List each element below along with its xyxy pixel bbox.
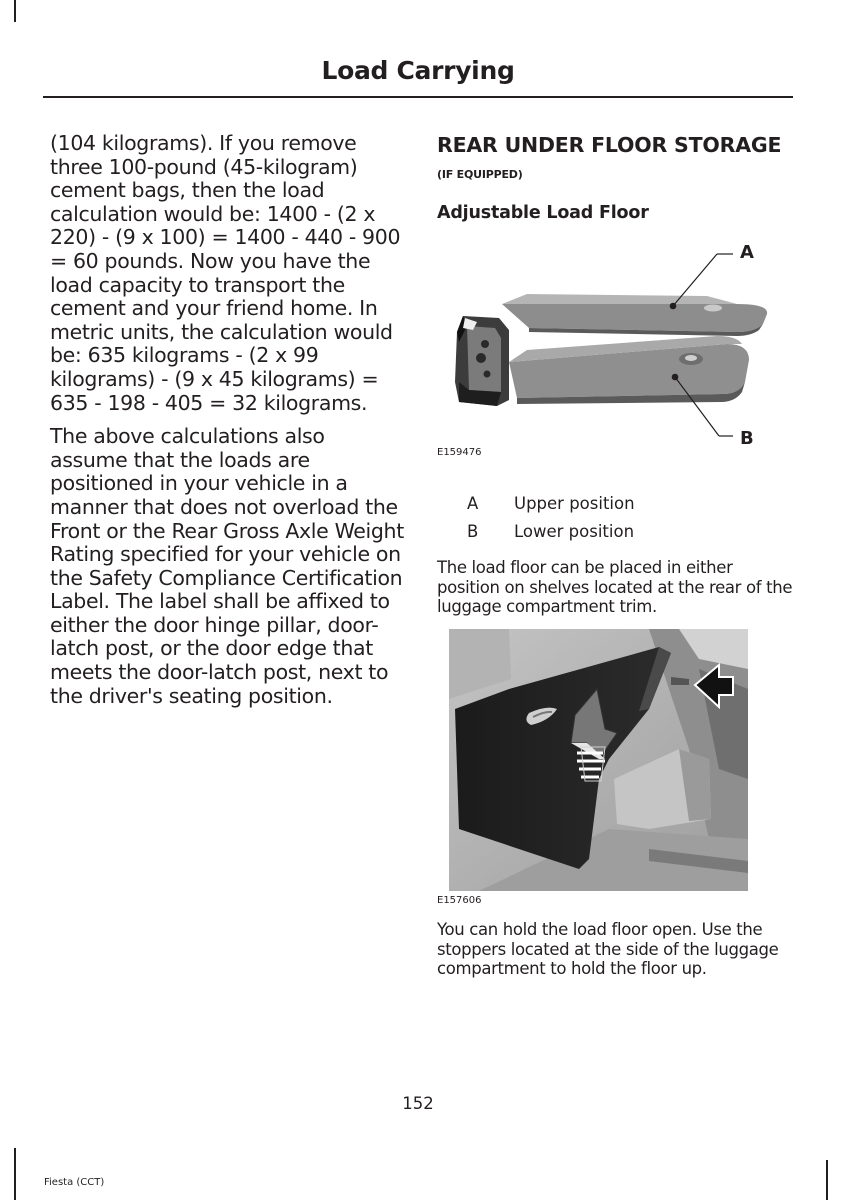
page-title: Load Carrying [321, 56, 515, 85]
footer-model-label: Fiesta (CCT) [44, 1177, 105, 1188]
crop-mark-bottom-right [826, 1160, 828, 1200]
crop-mark-bottom-left [14, 1148, 16, 1200]
header-rule [43, 96, 793, 98]
rear-trim-shelf [455, 316, 509, 406]
figure-code-1: E159476 [437, 447, 482, 458]
legend-row-a [467, 494, 635, 513]
callout-b-label: B [740, 428, 754, 449]
legend-label: Upper position [514, 494, 635, 513]
figure-code-2: E157606 [437, 895, 482, 906]
legend-row-b [467, 522, 634, 541]
section-title-text: REAR UNDER FLOOR STORAGE [437, 133, 782, 157]
right-column-heading [437, 132, 797, 188]
load-floor-open-illustration [449, 629, 748, 891]
body-paragraph: You can hold the load floor open. Use the stoppers located at the side of the luggage compartment to hold the floor up. [437, 920, 779, 979]
load-floor-positions-illustration [437, 232, 777, 452]
crop-mark-top-left [14, 0, 16, 22]
section-title [437, 132, 797, 188]
section-title-suffix: (IF EQUIPPED) [437, 168, 523, 181]
body-paragraph: (104 kilograms). If you remove three 100-pound (45-kilogram) cement bags, then the load calculation would be: 1400 - (2 x 220) - (9 x 100) = 1400 - 440 - 900 = 60 pounds. Now you have the load capacity to transport the cement and your friend home. In metric units, the calculation would be: 635 kilograms - (2 x 99 kilograms) - (9 x 45 kilograms) = 635 - 198 - 405 = 32 kilograms. [50, 131, 401, 415]
body-paragraph: The above calculations also assume that the loads are positioned in your vehicle in a manner that does not overload the Front or the Rear Gross Axle Weight Rating specified for your vehicle on the Safety Compliance Certification Label. The label shall be affixed to either the door hinge pillar, door-latch post, or the door edge that meets the door-latch post, next to the driver's seating position. [50, 424, 404, 708]
legend-key: A [467, 494, 479, 513]
body-paragraph: The load floor can be placed in either position on shelves located at the rear of the luggage compartment trim. [437, 558, 793, 617]
upper-floor-panel [502, 294, 767, 336]
left-column [50, 132, 405, 718]
callout-a-label: A [740, 242, 754, 263]
page-number: 152 [402, 1094, 434, 1113]
legend-key: B [467, 522, 479, 541]
legend-label: Lower position [514, 522, 635, 541]
lower-floor-panel [509, 336, 749, 404]
sub-heading: Adjustable Load Floor [437, 203, 649, 223]
